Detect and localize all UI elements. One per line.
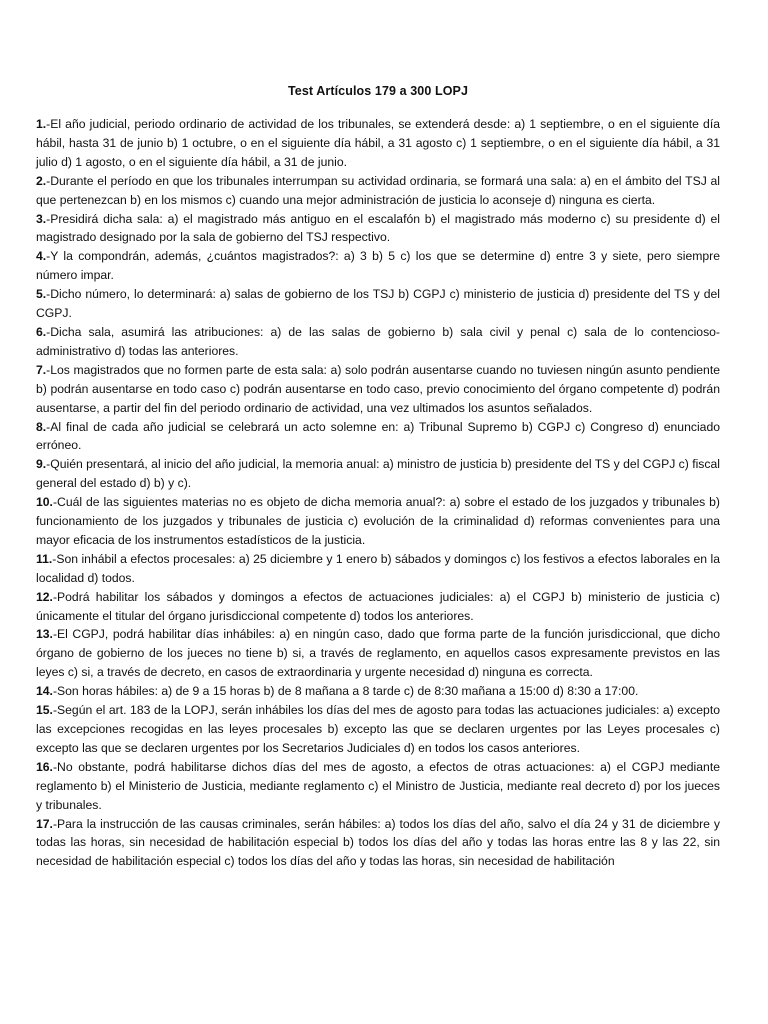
question-text: -Durante el período en que los tribunales interrumpan su actividad ordinaria, se formará una sala: a) en el ámbito del TSJ al que pertenezcan b) en los mismos c) cuando una mejor administración de justicia lo aconseje d) ninguna es cierta. bbox=[36, 173, 720, 207]
question-9 bbox=[36, 455, 720, 493]
question-text: -No obstante, podrá habilitarse dichos días del mes de agosto, a efectos de otras actuaciones: a) el CGPJ mediante reglamento b) el Ministerio de Justicia, mediante reglamento c) el Ministro de Justicia, mediante real decreto d) por los jueces y tribunales. bbox=[36, 759, 720, 812]
question-number: 10. bbox=[36, 495, 53, 510]
question-number: 15. bbox=[36, 703, 53, 718]
question-2 bbox=[36, 172, 720, 210]
question-number: 6. bbox=[36, 324, 47, 339]
question-7 bbox=[36, 361, 720, 418]
question-text: -Cuál de las siguientes materias no es objeto de dicha memoria anual?: a) sobre el estado de los juzgados y tribunales b) funcionamiento de los juzgados y tribunales de justicia c) evolución de la criminalidad d) reformas convenientes para una mayor eficacia de los instrumentos estadísticos de la justicia. bbox=[36, 495, 720, 547]
question-text: -Para la instrucción de las causas criminales, serán hábiles: a) todos los días del año, salvo el día 24 y 31 de diciembre y todas las horas, sin necesidad de habilitación especial b) todos los días del año y todas las horas entre las 8 y las 22, sin necesidad de habilitación especial c) todos los días del año y todas las horas, sin necesidad de habilitación bbox=[36, 816, 720, 869]
question-text: -Son horas hábiles: a) de 9 a 15 horas b) de 8 mañana a 8 tarde c) de 8:30 mañana a 15:00 d) 8:30 a 17:00. bbox=[52, 684, 639, 699]
question-15 bbox=[36, 701, 720, 758]
question-8 bbox=[36, 418, 720, 456]
question-13 bbox=[36, 625, 720, 682]
question-3 bbox=[36, 210, 720, 248]
question-number: 1. bbox=[36, 117, 47, 131]
document-title: Test Artículos 179 a 300 LOPJ bbox=[287, 84, 469, 98]
question-number: 11. bbox=[36, 551, 53, 566]
question-text: -Al final de cada año judicial se celebrará un acto solemne en: a) Tribunal Supremo b) CGPJ c) Congreso d) enunciado erróneo. bbox=[36, 419, 720, 453]
question-text: -El CGPJ, podrá habilitar días inhábiles: a) en ningún caso, dado que forma parte de la función jurisdiccional, que dicho órgano de gobierno de los jueces no tiene b) si, a través de reglamento, en aquellos casos expresamente previstos en las leyes c) si, a través de decreto, en casos de extraordinaria y urgente necesidad d) ninguna es correcta. bbox=[36, 627, 720, 680]
question-11 bbox=[36, 550, 720, 588]
question-text: -Presidirá dicha sala: a) el magistrado más antiguo en el escalafón b) el magistrado más moderno c) su presidente d) el magistrado designado por la sala de gobierno del TSJ respectivo. bbox=[36, 211, 720, 245]
question-number: 3. bbox=[36, 211, 47, 226]
question-14 bbox=[36, 682, 720, 701]
question-12 bbox=[36, 588, 720, 626]
question-number: 2. bbox=[36, 173, 47, 188]
question-number: 16. bbox=[36, 759, 53, 774]
question-17 bbox=[36, 815, 720, 872]
question-text: -Según el art. 183 de la LOPJ, serán inhábiles los días del mes de agosto para todas las actuaciones judiciales: a) excepto las excepciones recogidas en las leyes procesales b) excepto las que se declaren urgentes por las Leyes procesales c) excepto las que se declaren urgentes por los Secretarios Judiciales d) en todos los casos anteriores. bbox=[36, 703, 720, 755]
question-number: 4. bbox=[36, 249, 47, 264]
question-10 bbox=[36, 493, 720, 550]
question-16 bbox=[36, 758, 720, 815]
question-5 bbox=[36, 285, 720, 323]
question-text: -El año judicial, periodo ordinario de actividad de los tribunales, se extenderá desde: a) 1 septiembre, o en el siguiente día hábil, hasta 31 de junio b) 1 octubre, o en el siguiente día hábil, a 31 agosto c) 1 septiembre, o en el siguiente día hábil, a 31 julio d) 1 agosto, o en el siguiente día hábil, a 31 de junio. bbox=[36, 117, 720, 169]
question-text: -Dicho número, lo determinará: a) salas de gobierno de los TSJ b) CGPJ c) ministerio de justicia d) presidente del TS y del CGPJ. bbox=[36, 287, 720, 321]
question-text: -Y la compondrán, además, ¿cuántos magistrados?: a) 3 b) 5 c) los que se determine d) entre 3 y siete, pero siempre número impar. bbox=[36, 249, 720, 283]
question-1 bbox=[36, 115, 720, 172]
question-number: 5. bbox=[36, 287, 47, 302]
question-number: 8. bbox=[36, 419, 47, 434]
question-text: -Quién presentará, al inicio del año judicial, la memoria anual: a) ministro de justicia b) presidente del TS y del CGPJ c) fiscal general del estado d) b) y c). bbox=[36, 457, 720, 491]
question-text: -Los magistrados que no formen parte de esta sala: a) solo podrán ausentarse cuando no tuviesen ningún asunto pendiente b) podrán ausentarse en todo caso c) podrán ausentarse en todo caso, previo conocimiento del órgano competente d) podrán ausentarse, a partir del fin del periodo ordinario de actividad, una vez ultimados los asuntos señalados. bbox=[36, 362, 720, 415]
question-number: 14. bbox=[36, 684, 53, 699]
question-text: -Son inhábil a efectos procesales: a) 25 diciembre y 1 enero b) sábados y domingos c) los festivos a efectos laborales en la localidad d) todos. bbox=[36, 551, 720, 585]
question-number: 7. bbox=[36, 362, 47, 377]
question-number: 13. bbox=[36, 627, 53, 642]
question-text: -Dicha sala, asumirá las atribuciones: a) de las salas de gobierno b) sala civil y penal c) sala de lo contencioso-administrativo d) todas las anteriores. bbox=[36, 324, 720, 358]
question-4 bbox=[36, 247, 720, 285]
question-number: 9. bbox=[36, 457, 47, 472]
question-number: 12. bbox=[36, 589, 53, 604]
question-text: -Podrá habilitar los sábados y domingos a efectos de actuaciones judiciales: a) el CGPJ b) ministerio de justicia c) únicamente el titular del órgano jurisdiccional competente d) todos los anteriores. bbox=[36, 589, 720, 623]
question-6 bbox=[36, 323, 720, 361]
question-number: 17. bbox=[36, 816, 53, 831]
